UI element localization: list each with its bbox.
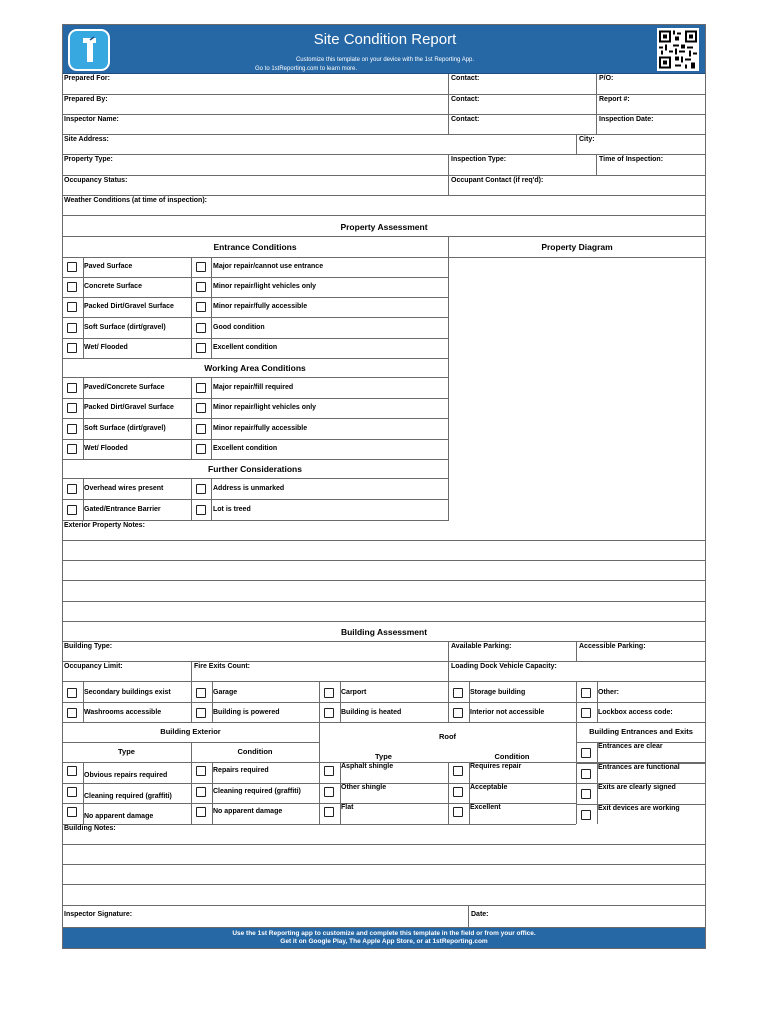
checkbox-property-left[interactable]: [67, 505, 77, 515]
option-label-building-option: Washrooms accessible: [84, 709, 162, 716]
option-label-building-option: Other:: [598, 689, 619, 696]
weather-conditions-field[interactable]: Weather Conditions (at time of inspection):: [64, 197, 207, 204]
checkbox-property-right[interactable]: [196, 323, 206, 333]
building-assessment-header: [62, 622, 706, 642]
contact-field-3[interactable]: Contact:: [448, 115, 596, 134]
accessible-parking-field[interactable]: Accessible Parking:: [576, 642, 706, 661]
divider: [62, 277, 448, 278]
report-header: [62, 24, 706, 74]
divider: [191, 762, 192, 824]
divider: [62, 439, 448, 440]
inspector-name-field[interactable]: Inspector Name:: [64, 116, 119, 123]
prepared-by-field[interactable]: Prepared By:: [64, 96, 108, 103]
option-label-roof-type: Asphalt shingle: [341, 763, 394, 770]
option-label-property-right: Major repair/fill required: [213, 384, 294, 391]
checkbox-property-left[interactable]: [67, 343, 77, 353]
contact-field-2[interactable]: Contact:: [448, 95, 596, 114]
checkbox-property-left[interactable]: [67, 323, 77, 333]
divider: [62, 338, 448, 339]
exterior-notes-line[interactable]: [62, 561, 706, 581]
checkbox-roof-condition[interactable]: [453, 766, 463, 776]
checkbox-property-right[interactable]: [196, 383, 206, 393]
option-label-property-right: Excellent condition: [213, 445, 278, 452]
divider: [576, 722, 577, 824]
checkbox-roof-condition[interactable]: [453, 807, 463, 817]
option-label-building-option: Storage building: [470, 689, 526, 696]
building-notes-label: Building Notes:: [64, 825, 116, 832]
city-field[interactable]: City:: [576, 135, 706, 154]
building-notes-row: [62, 824, 706, 845]
building-assessment-title: Building Assessment: [340, 627, 428, 637]
inspection-type-field[interactable]: Inspection Type:: [448, 155, 596, 175]
option-label-roof-type: Other shingle: [341, 784, 387, 791]
divider: [576, 702, 577, 722]
occupancy-status-field[interactable]: Occupancy Status:: [64, 177, 128, 184]
option-label-roof-type: Flat: [341, 804, 354, 811]
info-row-3: [62, 115, 706, 135]
divider: [319, 722, 320, 824]
building-notes-line[interactable]: [62, 865, 706, 885]
property-assessment-title: Property Assessment: [340, 222, 428, 232]
checkbox-entrance[interactable]: [581, 789, 591, 799]
working-area-title: Working Area Conditions: [204, 363, 306, 373]
building-row-2: [62, 662, 706, 682]
exterior-type-label: Type: [118, 747, 135, 756]
checkbox-roof-type[interactable]: [324, 807, 334, 817]
exterior-notes-line[interactable]: [62, 602, 706, 622]
qr-code-icon: [657, 28, 699, 71]
divider: [576, 682, 577, 702]
checkbox-exterior-type[interactable]: [67, 807, 77, 817]
option-label-property-left: Soft Surface (dirt/gravel): [84, 324, 166, 331]
exterior-notes-label: Exterior Property Notes:: [64, 522, 145, 529]
occupancy-limit-field[interactable]: Occupancy Limit:: [64, 663, 123, 670]
option-label-property-left: Gated/Entrance Barrier: [84, 506, 161, 513]
checkbox-building-option[interactable]: [581, 708, 591, 718]
entrances-exits-title: Building Entrances and Exits: [589, 727, 693, 736]
roof-type-label: Type: [375, 752, 392, 761]
checkbox-building-option[interactable]: [67, 708, 77, 718]
option-label-exterior-condition: Cleaning required (graffiti): [213, 788, 301, 795]
checkbox-exterior-type[interactable]: [67, 766, 77, 776]
exterior-notes-line[interactable]: [62, 581, 706, 602]
divider: [62, 722, 706, 723]
checkbox-building-option[interactable]: [324, 708, 334, 718]
checkbox-property-left[interactable]: [67, 424, 77, 434]
checkbox-building-option[interactable]: [196, 688, 206, 698]
divider: [448, 702, 449, 722]
exterior-notes-line[interactable]: [62, 541, 706, 561]
info-row-7: [62, 196, 706, 216]
checkbox-entrance[interactable]: [581, 748, 591, 758]
divider: [319, 682, 320, 702]
option-label-property-left: Soft Surface (dirt/gravel): [84, 425, 166, 432]
checkbox-property-left[interactable]: [67, 444, 77, 454]
checkbox-building-option[interactable]: [196, 708, 206, 718]
option-label-property-left: Wet/ Flooded: [84, 445, 128, 452]
option-label-entrance: Entrances are clear: [598, 743, 663, 750]
inspection-date-field[interactable]: Inspection Date:: [596, 115, 706, 134]
option-label-roof-condition: Excellent: [470, 804, 501, 811]
divider: [62, 398, 448, 399]
option-label-property-right: Minor repair/fully accessible: [213, 425, 308, 432]
info-row-5: [62, 155, 706, 176]
option-label-building-option: Lockbox access code:: [598, 709, 673, 716]
fire-exits-field[interactable]: Fire Exits Count:: [191, 662, 448, 681]
divider: [62, 418, 448, 419]
divider: [62, 297, 448, 298]
option-label-roof-condition: Requires repair: [470, 763, 522, 770]
loading-dock-field[interactable]: Loading Dock Vehicle Capacity:: [448, 662, 706, 681]
divider: [448, 682, 449, 702]
roof-condition-label: Condition: [494, 752, 530, 761]
option-label-building-option: Building is heated: [341, 709, 402, 716]
option-label-property-right: Minor repair/light vehicles only: [213, 404, 317, 411]
checkbox-entrance[interactable]: [581, 810, 591, 820]
exterior-notes-row: [62, 521, 706, 541]
signature-row: [62, 906, 706, 928]
option-label-property-right: Address is unmarked: [213, 485, 285, 492]
prepared-for-field[interactable]: Prepared For:: [64, 75, 110, 82]
checkbox-property-right[interactable]: [196, 484, 206, 494]
property-diagram-title: Property Diagram: [541, 242, 613, 252]
option-label-property-right: Excellent condition: [213, 344, 278, 351]
occupant-contact-field[interactable]: Occupant Contact (if req'd):: [448, 176, 706, 195]
checkbox-exterior-condition[interactable]: [196, 787, 206, 797]
option-label-exterior-type: Cleaning required (graffiti): [84, 793, 172, 800]
checkbox-property-left[interactable]: [67, 484, 77, 494]
option-label-property-left: Packed Dirt/Gravel Surface: [84, 303, 174, 310]
building-notes-line[interactable]: [62, 845, 706, 865]
info-row-6: [62, 176, 706, 196]
divider: [62, 499, 448, 500]
divider: [340, 762, 341, 824]
report-footer: [62, 928, 706, 949]
option-label-roof-condition: Acceptable: [470, 784, 508, 791]
report-title: Site Condition Report: [313, 31, 457, 48]
po-field[interactable]: P/O:: [596, 74, 706, 94]
checkbox-building-option[interactable]: [67, 688, 77, 698]
option-label-exterior-condition: Repairs required: [213, 767, 269, 774]
info-row-4: [62, 135, 706, 155]
option-label-property-left: Concrete Surface: [84, 283, 142, 290]
option-label-property-right: Minor repair/light vehicles only: [213, 283, 317, 290]
divider: [448, 762, 449, 824]
checkbox-building-option[interactable]: [581, 688, 591, 698]
checkbox-property-right[interactable]: [196, 302, 206, 312]
checkbox-exterior-condition[interactable]: [196, 807, 206, 817]
entrance-conditions-title: Entrance Conditions: [213, 242, 297, 252]
option-label-property-right: Major repair/cannot use entrance: [213, 263, 324, 270]
building-notes-line[interactable]: [62, 885, 706, 906]
header-subtitle-2: Go to 1stReporting.com to learn more.: [255, 66, 358, 72]
option-label-property-left: Packed Dirt/Gravel Surface: [84, 404, 174, 411]
checkbox-property-left[interactable]: [67, 302, 77, 312]
checkbox-entrance[interactable]: [581, 769, 591, 779]
option-label-property-left: Overhead wires present: [84, 485, 164, 492]
option-label-entrance: Entrances are functional: [598, 764, 680, 771]
checkbox-building-option[interactable]: [324, 688, 334, 698]
option-label-building-option: Secondary buildings exist: [84, 689, 171, 696]
option-label-property-right: Lot is treed: [213, 506, 251, 513]
option-label-property-right: Minor repair/fully accessible: [213, 303, 308, 310]
info-row-2: [62, 95, 706, 115]
option-label-property-left: Paved Surface: [84, 263, 133, 270]
diagram-divider: [448, 237, 449, 521]
checkbox-exterior-type[interactable]: [67, 787, 77, 797]
checkbox-property-right[interactable]: [196, 262, 206, 272]
option-label-entrance: Exit devices are working: [598, 805, 680, 812]
property-type-field[interactable]: Property Type:: [64, 156, 113, 163]
checkbox-building-option[interactable]: [453, 688, 463, 698]
site-condition-report-form: [62, 24, 706, 949]
checkbox-building-option[interactable]: [453, 708, 463, 718]
header-subtitle-1: Customize this template on your device with the 1st Reporting App.: [295, 57, 475, 63]
inspector-signature-field[interactable]: Inspector Signature:: [64, 911, 133, 918]
option-label-property-left: Wet/ Flooded: [84, 344, 128, 351]
option-label-property-right: Good condition: [213, 324, 265, 331]
checkbox-property-left[interactable]: [67, 383, 77, 393]
checkbox-property-right[interactable]: [196, 403, 206, 413]
option-label-building-option: Garage: [213, 689, 238, 696]
option-label-building-option: Building is powered: [213, 709, 280, 716]
checkbox-property-right[interactable]: [196, 424, 206, 434]
divider: [191, 682, 192, 702]
building-row-1: [62, 642, 706, 662]
checkbox-property-right[interactable]: [196, 282, 206, 292]
option-label-building-option: Interior not accessible: [470, 709, 545, 716]
divider: [62, 702, 706, 703]
contact-field-1[interactable]: Contact:: [448, 74, 596, 94]
divider: [469, 762, 470, 824]
exterior-condition-label: Condition: [237, 747, 273, 756]
option-label-exterior-type: No apparent damage: [84, 813, 154, 820]
info-row-1: [62, 74, 706, 95]
time-of-inspection-field[interactable]: Time of Inspection:: [596, 155, 706, 175]
divider: [62, 317, 448, 318]
checkbox-property-right[interactable]: [196, 343, 206, 353]
report-number-field[interactable]: Report #:: [596, 95, 706, 114]
available-parking-field[interactable]: Available Parking:: [448, 642, 576, 661]
checkbox-property-right[interactable]: [196, 505, 206, 515]
footer-line-2: Get it on Google Play, The Apple App Store, or at 1stReporting.com: [280, 938, 488, 945]
signature-date-field[interactable]: Date:: [468, 906, 706, 927]
option-label-building-option: Carport: [341, 689, 367, 696]
option-label-entrance: Exits are clearly signed: [598, 784, 676, 791]
checkbox-roof-type[interactable]: [324, 766, 334, 776]
checkbox-property-right[interactable]: [196, 444, 206, 454]
option-label-property-left: Paved/Concrete Surface: [84, 384, 165, 391]
divider: [191, 742, 192, 762]
further-considerations-title: Further Considerations: [208, 464, 302, 474]
checkbox-roof-condition[interactable]: [453, 787, 463, 797]
checkbox-property-left[interactable]: [67, 262, 77, 272]
option-label-exterior-type: Obvious repairs required: [84, 772, 168, 779]
building-exterior-title: Building Exterior: [160, 727, 221, 736]
property-assessment-header: [62, 216, 706, 237]
roof-title: Roof: [438, 732, 457, 741]
checkbox-property-left[interactable]: [67, 403, 77, 413]
divider: [191, 702, 192, 722]
divider: [62, 257, 706, 258]
footer-line-1: Use the 1st Reporting app to customize and complete this template in the field or from your office.: [232, 930, 536, 937]
checkbox-exterior-condition[interactable]: [196, 766, 206, 776]
option-label-exterior-condition: No apparent damage: [213, 808, 283, 815]
checkbox-roof-type[interactable]: [324, 787, 334, 797]
site-address-field[interactable]: Site Address:: [64, 136, 109, 143]
checkbox-property-left[interactable]: [67, 282, 77, 292]
building-type-field[interactable]: Building Type:: [64, 643, 113, 650]
divider: [319, 702, 320, 722]
